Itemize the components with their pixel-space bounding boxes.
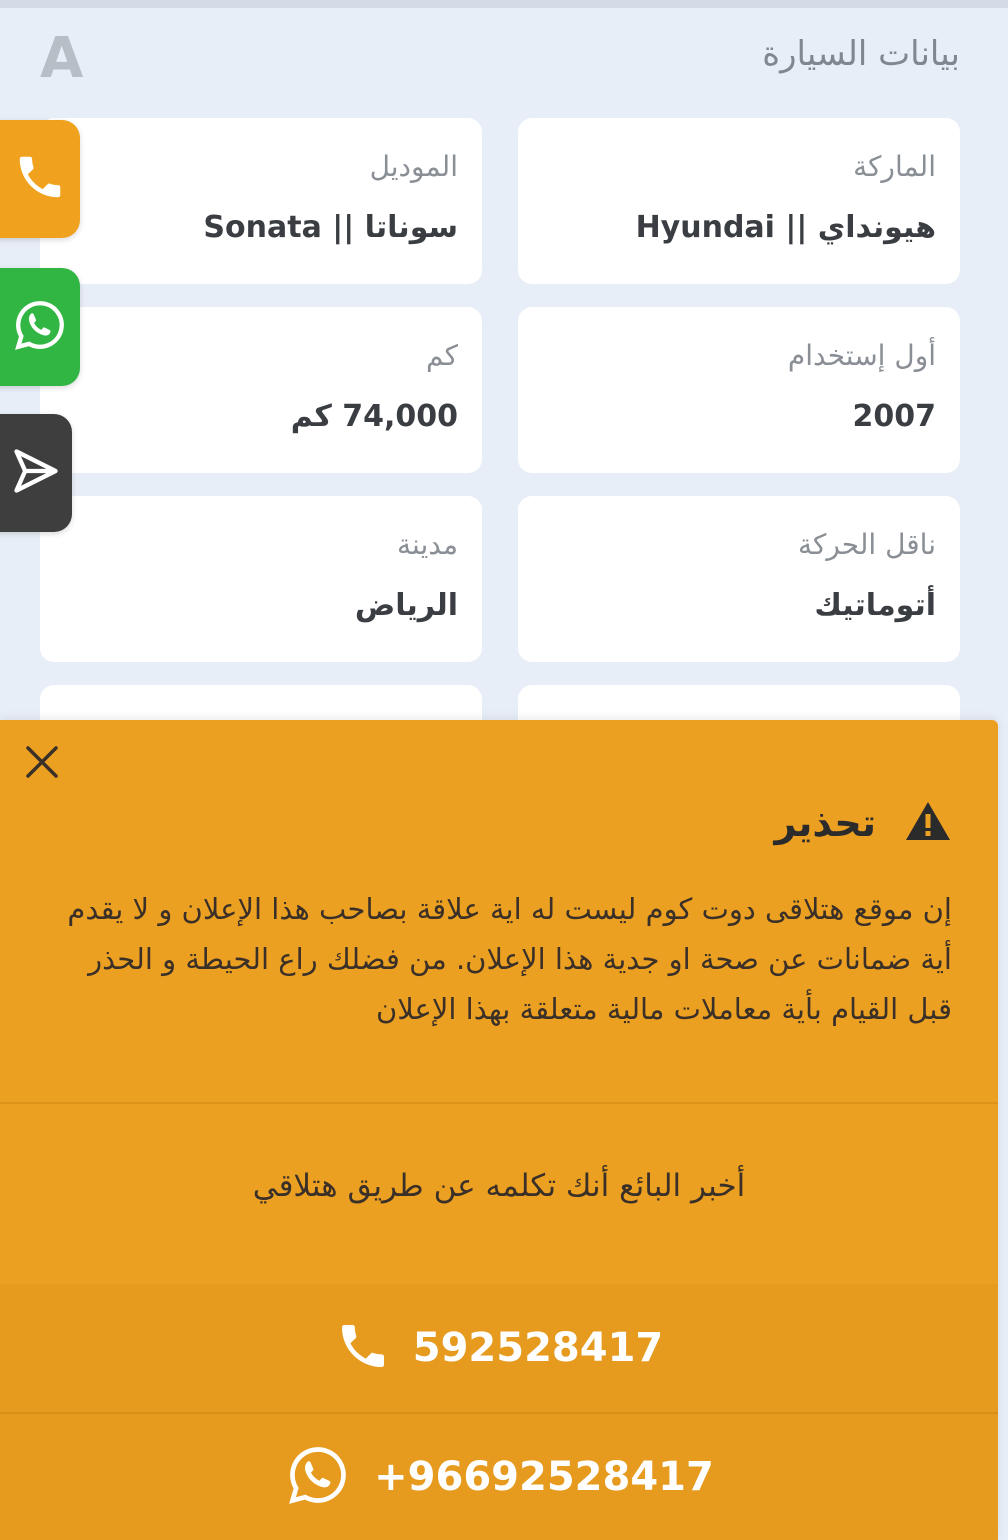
card-make xyxy=(518,118,960,284)
card-first-use xyxy=(518,307,960,473)
card-label: الماركة xyxy=(853,150,936,183)
card-value: أتوماتيك xyxy=(814,588,936,623)
card-value: 74,000 كم xyxy=(290,399,458,434)
warning-title: تحذير xyxy=(774,801,876,845)
card-model xyxy=(40,118,482,284)
card-value: هيونداي || Hyundai xyxy=(635,210,936,245)
top-bar xyxy=(0,0,1008,8)
whatsapp-icon xyxy=(0,296,69,358)
side-whatsapp-button[interactable] xyxy=(0,268,80,386)
whatsapp-number: +96692528417 xyxy=(374,1454,714,1500)
section-header xyxy=(0,8,1008,104)
card-mileage xyxy=(40,307,482,473)
tell-seller-text: أخبر البائع أنك تكلمه عن طريق هتلاقي xyxy=(252,1168,746,1204)
card-label: كم xyxy=(426,339,458,372)
side-share-button[interactable] xyxy=(0,414,72,532)
card-value: 2007 xyxy=(852,399,936,434)
close-icon xyxy=(22,767,62,786)
share-icon xyxy=(0,445,62,501)
warning-heading xyxy=(774,800,952,846)
warning-text: إن موقع هتلاقى دوت كوم ليست له اية علاقة بصاحب هذا الإعلان و لا يقدم أية ضمانات عن صحة او جدية هذا الإعلان. من فضلك راع الحيطة و الحذر قبل القيام بأية معاملات مالية متعلقة بهذا الإعلان xyxy=(67,892,952,1026)
phone-icon xyxy=(0,150,67,208)
divider xyxy=(0,1102,998,1104)
card-city xyxy=(40,496,482,662)
card-label: أول إستخدام xyxy=(787,339,936,372)
whatsapp-icon xyxy=(284,1441,352,1513)
call-number-button[interactable] xyxy=(0,1284,998,1412)
whatsapp-number-button[interactable] xyxy=(0,1414,998,1540)
card-label: الموديل xyxy=(369,150,458,183)
section-title: بيانات السيارة xyxy=(762,34,960,74)
phone-icon xyxy=(335,1318,391,1378)
warning-icon xyxy=(904,800,952,846)
close-button[interactable] xyxy=(22,742,62,782)
card-label: ناقل الحركة xyxy=(798,528,936,561)
card-label: مدينة xyxy=(397,528,458,561)
card-value: سوناتا || Sonata xyxy=(203,210,458,245)
phone-number: 592528417 xyxy=(412,1325,664,1371)
side-call-button[interactable] xyxy=(0,120,80,238)
card-value: الرياض xyxy=(354,588,458,623)
font-size-badge[interactable]: A xyxy=(40,26,84,91)
warning-panel xyxy=(0,720,998,1540)
card-transmission xyxy=(518,496,960,662)
